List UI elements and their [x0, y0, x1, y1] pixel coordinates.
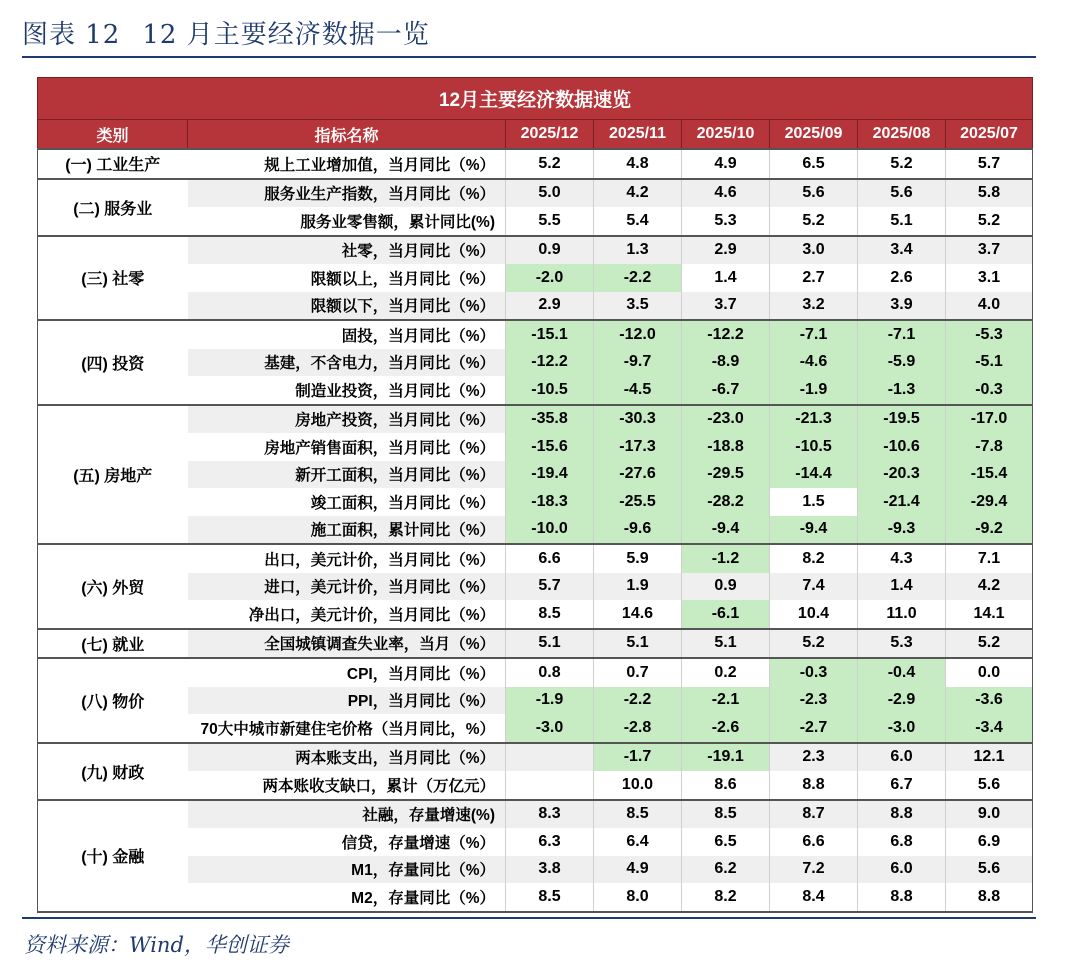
indicator-name: 全国城镇调查失业率，当月（%）	[188, 629, 506, 659]
value-cell: -14.4	[770, 461, 858, 489]
value-cell: -19.4	[506, 461, 594, 489]
table-row	[38, 179, 1033, 208]
value-cell: 6.5	[682, 828, 770, 856]
value-cell: -23.0	[682, 405, 770, 434]
value-cell: -19.1	[682, 743, 770, 772]
value-cell: 3.9	[858, 292, 946, 321]
value-cell: 5.7	[506, 573, 594, 601]
value-cell: -10.6	[858, 433, 946, 461]
value-cell: 6.6	[506, 544, 594, 573]
table-row	[38, 687, 1033, 715]
category-cell: (七) 就业	[38, 629, 188, 659]
value-cell: 0.7	[594, 658, 682, 687]
value-cell: 8.8	[858, 800, 946, 829]
value-cell: 6.0	[858, 856, 946, 884]
indicator-name: 限额以上，当月同比（%）	[310, 270, 495, 288]
value-cell: 6.8	[858, 828, 946, 856]
indicator-name: CPI，当月同比（%）	[188, 658, 506, 687]
category-cell: (六) 外贸	[38, 544, 188, 629]
table-title: 12月主要经济数据速览	[38, 78, 1033, 120]
table-row	[38, 488, 1033, 516]
value-cell: 5.1	[858, 207, 946, 236]
indicator-name: 社融，存量增速(%)	[188, 800, 506, 829]
indicator-name: PPI，当月同比（%）	[188, 687, 506, 715]
value-cell: 5.3	[858, 629, 946, 659]
value-cell: -3.0	[506, 714, 594, 743]
value-cell: 6.7	[858, 771, 946, 800]
value-cell: 8.5	[682, 800, 770, 829]
indicator-name: 70大中城市新建住宅价格（当月同比，%）	[200, 720, 495, 738]
value-cell: -3.6	[946, 687, 1033, 715]
column-header: 类别	[38, 120, 188, 150]
value-cell: 0.8	[506, 658, 594, 687]
value-cell: 6.6	[770, 828, 858, 856]
indicator-name: 基建，不含电力，当月同比（%）	[188, 349, 506, 377]
indicator-name: 制造业投资，当月同比（%）	[295, 382, 495, 400]
indicator-name: 净出口，美元计价，当月同比（%）	[248, 606, 495, 624]
value-cell: -10.0	[506, 516, 594, 545]
table-row	[38, 714, 1033, 743]
indicator-name: 两本账支出，当月同比（%）	[188, 743, 506, 772]
value-cell: 2.6	[858, 264, 946, 292]
value-cell: -9.6	[594, 516, 682, 545]
value-cell: 4.3	[858, 544, 946, 573]
value-cell: 6.2	[682, 856, 770, 884]
table-row	[38, 461, 1033, 489]
value-cell: 4.0	[946, 292, 1033, 321]
category-cell: (十) 金融	[38, 800, 188, 912]
figure-label: 图表 12	[22, 20, 121, 50]
value-cell: -9.3	[858, 516, 946, 545]
value-cell: -12.0	[594, 320, 682, 349]
table-row	[38, 658, 1033, 687]
value-cell: 0.9	[682, 573, 770, 601]
column-header: 2025/11	[594, 120, 682, 150]
value-cell: 0.9	[506, 236, 594, 265]
value-cell: 0.2	[682, 658, 770, 687]
value-cell: 5.6	[770, 179, 858, 208]
value-cell: 8.3	[506, 800, 594, 829]
value-cell: -5.9	[858, 349, 946, 377]
table-row	[38, 883, 1033, 912]
value-cell: -2.8	[594, 714, 682, 743]
value-cell: 5.1	[594, 629, 682, 659]
table-body	[38, 149, 1033, 912]
value-cell: 8.2	[682, 883, 770, 912]
top-divider	[22, 56, 1036, 58]
table-row	[38, 516, 1033, 545]
value-cell: 7.1	[946, 544, 1033, 573]
value-cell: 5.2	[946, 629, 1033, 659]
source-note: 资料来源：Wind，华创证券	[24, 933, 289, 957]
table-row	[38, 828, 1033, 856]
value-cell: 2.9	[506, 292, 594, 321]
value-cell: 7.2	[770, 856, 858, 884]
value-cell: -0.3	[770, 658, 858, 687]
indicator-name: 限额以下，当月同比（%）	[188, 292, 506, 321]
category-cell: (五) 房地产	[38, 405, 188, 545]
value-cell: 1.4	[858, 573, 946, 601]
value-cell: 10.0	[594, 771, 682, 800]
table-row	[38, 856, 1033, 884]
indicator-name: 两本账收支缺口，累计（万亿元）	[262, 777, 495, 795]
value-cell: 4.8	[594, 149, 682, 179]
value-cell: 2.7	[770, 264, 858, 292]
value-cell: -1.9	[506, 687, 594, 715]
value-cell: 5.2	[946, 207, 1033, 236]
value-cell: 5.0	[506, 179, 594, 208]
indicator-name: 固投，当月同比（%）	[188, 320, 506, 349]
indicator-name: 施工面积，累计同比（%）	[188, 516, 506, 545]
value-cell: 4.2	[594, 179, 682, 208]
value-cell: 8.8	[770, 771, 858, 800]
value-cell: 4.9	[682, 149, 770, 179]
value-cell: -19.5	[858, 405, 946, 434]
value-cell: 6.5	[770, 149, 858, 179]
value-cell: -7.1	[858, 320, 946, 349]
table-row	[38, 149, 1033, 179]
value-cell: 5.1	[682, 629, 770, 659]
value-cell: 5.8	[946, 179, 1033, 208]
value-cell: -12.2	[506, 349, 594, 377]
table-row	[38, 743, 1033, 772]
table-row	[38, 800, 1033, 829]
value-cell	[506, 771, 594, 800]
value-cell: -21.3	[770, 405, 858, 434]
value-cell: -10.5	[506, 376, 594, 405]
value-cell: 2.9	[682, 236, 770, 265]
value-cell: -15.6	[506, 433, 594, 461]
value-cell: 8.6	[682, 771, 770, 800]
value-cell: 5.5	[506, 207, 594, 236]
column-header: 指标名称	[188, 120, 506, 150]
table-row	[38, 433, 1033, 461]
value-cell: -9.4	[770, 516, 858, 545]
value-cell: 4.6	[682, 179, 770, 208]
value-cell: -4.5	[594, 376, 682, 405]
value-cell: 3.7	[946, 236, 1033, 265]
value-cell: 5.7	[946, 149, 1033, 179]
value-cell: -2.3	[770, 687, 858, 715]
value-cell: -28.2	[682, 488, 770, 516]
value-cell: -5.1	[946, 349, 1033, 377]
value-cell: -1.9	[770, 376, 858, 405]
value-cell: 6.9	[946, 828, 1033, 856]
value-cell: 8.0	[594, 883, 682, 912]
value-cell: -5.3	[946, 320, 1033, 349]
value-cell: 5.2	[506, 149, 594, 179]
value-cell: -1.2	[682, 544, 770, 573]
column-header: 2025/09	[770, 120, 858, 150]
value-cell: -6.7	[682, 376, 770, 405]
value-cell: -4.6	[770, 349, 858, 377]
bottom-divider	[22, 917, 1036, 919]
value-cell: -15.4	[946, 461, 1033, 489]
value-cell: -18.8	[682, 433, 770, 461]
table-row	[38, 236, 1033, 265]
value-cell: 8.5	[594, 800, 682, 829]
value-cell: 3.1	[946, 264, 1033, 292]
table-row	[38, 629, 1033, 659]
header-row	[38, 120, 1033, 150]
value-cell: -3.4	[946, 714, 1033, 743]
value-cell: -27.6	[594, 461, 682, 489]
value-cell: 7.4	[770, 573, 858, 601]
value-cell: 12.1	[946, 743, 1033, 772]
value-cell: -10.5	[770, 433, 858, 461]
economic-data-table	[37, 77, 1033, 913]
value-cell: -3.0	[858, 714, 946, 743]
value-cell: 8.7	[770, 800, 858, 829]
indicator-name: 规上工业增加值，当月同比（%）	[188, 149, 506, 179]
value-cell: 3.2	[770, 292, 858, 321]
value-cell: 5.2	[770, 207, 858, 236]
value-cell: 9.0	[946, 800, 1033, 829]
category-cell: (一) 工业生产	[38, 149, 188, 179]
value-cell: -29.4	[946, 488, 1033, 516]
value-cell: -35.8	[506, 405, 594, 434]
value-cell: -9.2	[946, 516, 1033, 545]
value-cell: -0.4	[858, 658, 946, 687]
table-container	[37, 77, 1032, 913]
indicator-name: M2，存量同比（%）	[188, 883, 506, 912]
indicator-name: 出口，美元计价，当月同比（%）	[188, 544, 506, 573]
value-cell: -21.4	[858, 488, 946, 516]
value-cell: 5.1	[506, 629, 594, 659]
table-row	[38, 292, 1033, 321]
value-cell: 8.2	[770, 544, 858, 573]
indicator-name: 服务业生产指数，当月同比（%）	[188, 179, 506, 208]
value-cell: -2.7	[770, 714, 858, 743]
value-cell: 8.4	[770, 883, 858, 912]
value-cell: -7.1	[770, 320, 858, 349]
value-cell: -18.3	[506, 488, 594, 516]
value-cell: -1.7	[594, 743, 682, 772]
value-cell: -2.2	[594, 687, 682, 715]
value-cell: 3.5	[594, 292, 682, 321]
value-cell: 6.4	[594, 828, 682, 856]
value-cell: 11.0	[858, 600, 946, 629]
table-row	[38, 349, 1033, 377]
value-cell: -29.5	[682, 461, 770, 489]
value-cell: 5.9	[594, 544, 682, 573]
figure-title: 12 月主要经济数据一览	[142, 20, 430, 50]
value-cell: 1.9	[594, 573, 682, 601]
value-cell: -9.7	[594, 349, 682, 377]
value-cell: -0.3	[946, 376, 1033, 405]
value-cell: 1.3	[594, 236, 682, 265]
value-cell: -2.0	[506, 264, 594, 292]
value-cell: -2.6	[682, 714, 770, 743]
value-cell: -2.2	[594, 264, 682, 292]
indicator-name: 信贷，存量增速（%）	[341, 834, 495, 852]
value-cell: 5.2	[858, 149, 946, 179]
value-cell: 5.2	[770, 629, 858, 659]
table-row	[38, 376, 1033, 405]
value-cell: -7.8	[946, 433, 1033, 461]
value-cell: 8.8	[946, 883, 1033, 912]
indicator-name: 新开工面积，当月同比（%）	[188, 461, 506, 489]
category-cell: (九) 财政	[38, 743, 188, 800]
value-cell: -30.3	[594, 405, 682, 434]
table-row	[38, 207, 1033, 236]
value-cell: 8.5	[506, 600, 594, 629]
value-cell: -1.3	[858, 376, 946, 405]
category-cell: (三) 社零	[38, 236, 188, 321]
value-cell: 5.6	[946, 771, 1033, 800]
indicator-name: 房地产销售面积，当月同比（%）	[264, 439, 495, 457]
value-cell: 5.4	[594, 207, 682, 236]
value-cell: 3.4	[858, 236, 946, 265]
value-cell	[506, 743, 594, 772]
value-cell: 4.9	[594, 856, 682, 884]
value-cell: -12.2	[682, 320, 770, 349]
figure-caption	[22, 14, 430, 51]
value-cell: -8.9	[682, 349, 770, 377]
indicator-name: 服务业零售额，累计同比(%)	[300, 213, 495, 231]
value-cell: 1.4	[682, 264, 770, 292]
value-cell: -9.4	[682, 516, 770, 545]
table-row	[38, 600, 1033, 629]
value-cell: 0.0	[946, 658, 1033, 687]
value-cell: -25.5	[594, 488, 682, 516]
value-cell: -17.3	[594, 433, 682, 461]
value-cell: 5.6	[858, 179, 946, 208]
indicator-name: M1，存量同比（%）	[188, 856, 506, 884]
value-cell: 6.0	[858, 743, 946, 772]
value-cell: 4.2	[946, 573, 1033, 601]
value-cell: 3.0	[770, 236, 858, 265]
value-cell: 14.6	[594, 600, 682, 629]
value-cell: 14.1	[946, 600, 1033, 629]
column-header: 2025/10	[682, 120, 770, 150]
indicator-name: 进口，美元计价，当月同比（%）	[188, 573, 506, 601]
indicator-name: 社零，当月同比（%）	[188, 236, 506, 265]
column-header: 2025/07	[946, 120, 1033, 150]
category-cell: (四) 投资	[38, 320, 188, 405]
indicator-name: 房地产投资，当月同比（%）	[188, 405, 506, 434]
table-row	[38, 771, 1033, 800]
category-cell: (八) 物价	[38, 658, 188, 743]
value-cell: 3.7	[682, 292, 770, 321]
indicator-name: 竣工面积，当月同比（%）	[310, 494, 495, 512]
column-header: 2025/08	[858, 120, 946, 150]
value-cell: 3.8	[506, 856, 594, 884]
value-cell: 5.3	[682, 207, 770, 236]
value-cell: 5.6	[946, 856, 1033, 884]
value-cell: 8.5	[506, 883, 594, 912]
table-row	[38, 544, 1033, 573]
value-cell: -15.1	[506, 320, 594, 349]
value-cell: -2.9	[858, 687, 946, 715]
value-cell: 10.4	[770, 600, 858, 629]
table-row	[38, 264, 1033, 292]
column-header: 2025/12	[506, 120, 594, 150]
value-cell: -2.1	[682, 687, 770, 715]
value-cell: -6.1	[682, 600, 770, 629]
value-cell: -17.0	[946, 405, 1033, 434]
category-cell: (二) 服务业	[38, 179, 188, 236]
value-cell: 2.3	[770, 743, 858, 772]
table-row	[38, 573, 1033, 601]
table-row	[38, 405, 1033, 434]
value-cell: 6.3	[506, 828, 594, 856]
table-row	[38, 320, 1033, 349]
value-cell: 8.8	[858, 883, 946, 912]
value-cell: 1.5	[770, 488, 858, 516]
value-cell: -20.3	[858, 461, 946, 489]
